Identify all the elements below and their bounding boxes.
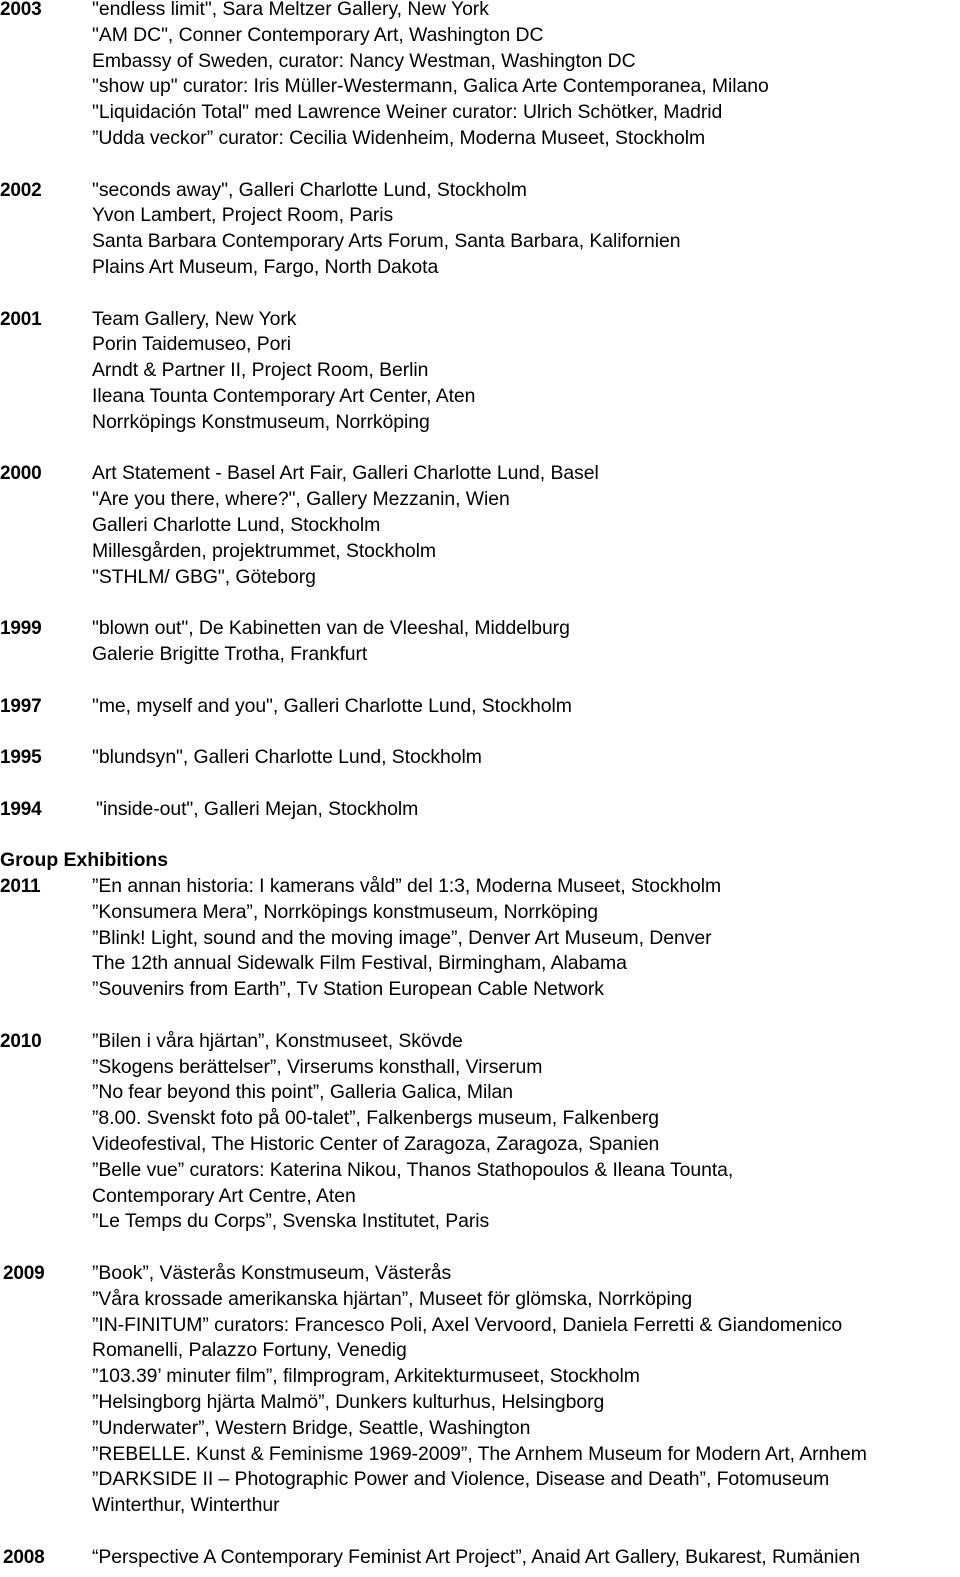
exhibition-item: ”DARKSIDE II – Photographic Power and Violence, Disease and Death”, Fotomuseum	[92, 1468, 830, 1491]
exhibition-list	[92, 616, 960, 668]
year-label: 2011	[0, 876, 41, 898]
solo-entry-2000	[0, 461, 960, 590]
exhibition-list	[92, 461, 960, 590]
exhibition-item: Norrköpings Konstmuseum, Norrköping	[92, 410, 430, 433]
exhibition-item: ”Skogens berättelser”, Virserums konsthall, Virserum	[92, 1055, 543, 1078]
exhibition-list	[92, 178, 960, 281]
spacer	[0, 719, 960, 745]
exhibition-item: Art Statement - Basel Art Fair, Galleri Charlotte Lund, Basel	[92, 462, 599, 485]
exhibition-item: "show up" curator: Iris Müller-Westermann, Galica Arte Contemporanea, Milano	[92, 75, 769, 98]
exhibition-item: Team Gallery, New York	[92, 307, 297, 330]
exhibition-item: ”Helsingborg hjärta Malmö”, Dunkers kulturhus, Helsingborg	[92, 1391, 605, 1414]
exhibition-item: "endless limit", Sara Meltzer Gallery, New York	[92, 0, 489, 20]
spacer	[0, 668, 960, 694]
exhibition-item: Arndt & Partner II, Project Room, Berlin	[92, 359, 429, 382]
exhibition-item: "inside-out", Galleri Mejan, Stockholm	[96, 797, 419, 820]
exhibition-item: Millesgården, projektrummet, Stockholm	[92, 539, 437, 562]
group-entry-2011	[0, 874, 960, 1003]
spacer	[0, 590, 960, 616]
solo-entry-2001	[0, 307, 960, 436]
solo-entry-1995	[0, 745, 960, 771]
year-label: 2008	[3, 1546, 45, 1568]
year-label: 2000	[0, 463, 42, 485]
exhibition-item: ”Book”, Västerås Konstmuseum, Västerås	[92, 1262, 452, 1285]
exhibition-item: "blown out", De Kabinetten van de Vleeshal, Middelburg	[92, 617, 570, 640]
exhibition-list	[92, 1545, 960, 1571]
exhibition-item: "STHLM/ GBG", Göteborg	[92, 565, 316, 588]
exhibition-item: Contemporary Art Centre, Aten	[92, 1184, 356, 1207]
group-entry-2009	[0, 1261, 960, 1519]
solo-entry-1994	[0, 797, 960, 823]
exhibition-item: Santa Barbara Contemporary Arts Forum, Santa Barbara, Kalifornien	[92, 230, 681, 253]
exhibition-item: Galleri Charlotte Lund, Stockholm	[92, 513, 381, 536]
exhibition-item: “Perspective A Contemporary Feminist Art Project”, Anaid Art Gallery, Bukarest, Rumänien	[92, 1545, 860, 1568]
exhibition-item: Plains Art Museum, Fargo, North Dakota	[92, 255, 439, 278]
solo-entry-2002	[0, 178, 960, 281]
exhibition-item: Galerie Brigitte Trotha, Frankfurt	[92, 642, 368, 665]
exhibition-list	[92, 1029, 960, 1235]
exhibition-item: "me, myself and you", Galleri Charlotte Lund, Stockholm	[92, 694, 572, 717]
year-label: 2009	[3, 1263, 45, 1285]
exhibition-list	[92, 1261, 960, 1519]
exhibition-item: Videofestival, The Historic Center of Zaragoza, Zaragoza, Spanien	[92, 1133, 660, 1156]
spacer	[0, 1519, 960, 1545]
spacer	[0, 281, 960, 307]
exhibition-item: ”No fear beyond this point”, Galleria Galica, Milan	[92, 1081, 514, 1104]
exhibition-item: "seconds away", Galleri Charlotte Lund, Stockholm	[92, 178, 527, 201]
exhibition-list	[96, 797, 960, 823]
spacer	[0, 1003, 960, 1029]
exhibition-list	[92, 0, 960, 152]
year-label: 1997	[0, 695, 42, 717]
year-label: 1994	[0, 798, 42, 820]
group-entry-2010	[0, 1029, 960, 1235]
spacer	[0, 823, 960, 849]
group-entry-2008	[0, 1545, 960, 1571]
exhibition-item: ”Belle vue” curators: Katerina Nikou, Thanos Stathopoulos & Ileana Tounta,	[92, 1158, 734, 1181]
exhibition-list	[92, 694, 960, 720]
section-heading-group-exhibitions: Group Exhibitions	[0, 849, 169, 872]
year-label: 2010	[0, 1030, 42, 1052]
year-label: 2001	[0, 308, 42, 330]
exhibition-item: ”Konsumera Mera”, Norrköpings konstmuseum, Norrköping	[92, 900, 599, 923]
exhibition-item: ”Udda veckor” curator: Cecilia Widenheim, Moderna Museet, Stockholm	[92, 126, 706, 149]
year-label: 1995	[0, 747, 42, 769]
exhibition-item: "blundsyn", Galleri Charlotte Lund, Stockholm	[92, 746, 482, 769]
exhibition-list	[92, 874, 960, 1003]
exhibition-item: ”Bilen i våra hjärtan”, Konstmuseet, Skövde	[92, 1029, 463, 1052]
exhibition-item: Porin Taidemuseo, Pori	[92, 333, 292, 356]
spacer	[0, 1235, 960, 1261]
exhibition-item: ”En annan historia: I kamerans våld” del 1:3, Moderna Museet, Stockholm	[92, 875, 722, 898]
exhibition-item: "Are you there, where?", Gallery Mezzanin, Wien	[92, 488, 510, 511]
spacer	[0, 771, 960, 797]
exhibition-item: Yvon Lambert, Project Room, Paris	[92, 204, 394, 227]
solo-entry-1997	[0, 694, 960, 720]
exhibition-item: ”Underwater”, Western Bridge, Seattle, Washington	[92, 1416, 531, 1439]
solo-entry-1999	[0, 616, 960, 668]
spacer	[0, 152, 960, 178]
exhibition-item: ”IN-FINITUM” curators: Francesco Poli, Axel Vervoord, Daniela Ferretti & Giandomenico	[92, 1313, 843, 1336]
exhibition-list	[92, 745, 960, 771]
year-label: 2003	[0, 0, 42, 20]
year-label: 1999	[0, 618, 42, 640]
exhibition-item: ”REBELLE. Kunst & Feminisme 1969-2009”, The Arnhem Museum for Modern Art, Arnhem	[92, 1442, 867, 1465]
exhibition-item: ”Le Temps du Corps”, Svenska Institutet, Paris	[92, 1210, 490, 1233]
exhibition-item: "Liquidación Total" med Lawrence Weiner curator: Ulrich Schötker, Madrid	[92, 101, 723, 124]
spacer	[0, 436, 960, 462]
exhibition-item: ”8.00. Svenskt foto på 00-talet”, Falkenbergs museum, Falkenberg	[92, 1107, 659, 1130]
exhibition-item: ”Våra krossade amerikanska hjärtan”, Museet för glömska, Norrköping	[92, 1287, 693, 1310]
exhibition-item: ”Blink! Light, sound and the moving image”, Denver Art Museum, Denver	[92, 926, 712, 949]
exhibition-item: "AM DC", Conner Contemporary Art, Washington DC	[92, 23, 544, 46]
solo-entry-2003	[0, 0, 960, 152]
exhibition-list	[92, 307, 960, 436]
exhibition-item: Ileana Tounta Contemporary Art Center, Aten	[92, 384, 476, 407]
exhibition-item: ”Souvenirs from Earth”, Tv Station European Cable Network	[92, 978, 604, 1001]
exhibition-item: Romanelli, Palazzo Fortuny, Venedig	[92, 1339, 407, 1362]
exhibition-item: The 12th annual Sidewalk Film Festival, Birmingham, Alabama	[92, 952, 627, 975]
exhibition-item: ”103.39’ minuter film”, filmprogram, Arkitekturmuseet, Stockholm	[92, 1365, 640, 1388]
exhibition-item: Winterthur, Winterthur	[92, 1494, 280, 1517]
year-label: 2002	[0, 179, 42, 201]
exhibition-item: Embassy of Sweden, curator: Nancy Westman, Washington DC	[92, 49, 636, 72]
